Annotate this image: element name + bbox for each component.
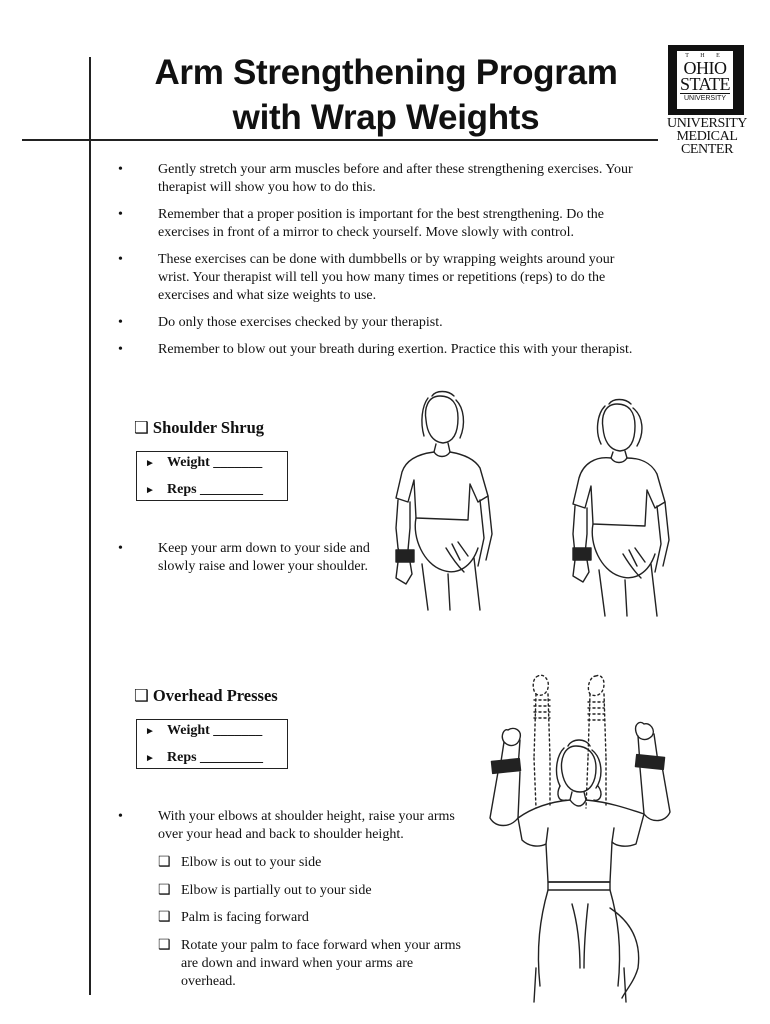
logo-umc-line-2: MEDICAL <box>676 129 738 144</box>
description-bullet <box>118 808 478 844</box>
title-line-1: Arm Strengthening Program <box>154 53 618 92</box>
shoulder-shrug-weight-box <box>136 451 288 501</box>
overhead-presses-options <box>158 854 478 1000</box>
arrow-icon: ► <box>145 458 155 469</box>
logo-state: STATE <box>679 74 731 94</box>
weight-field[interactable]: Weight _______ <box>167 455 263 470</box>
overhead-presses-illustration <box>476 668 696 1008</box>
intro-bullet-text: Do only those exercises checked by your therapist. <box>158 315 443 330</box>
osu-medical-center-logo <box>667 45 747 160</box>
bullet-glyph: • <box>118 252 123 267</box>
overhead-presses-title: Overhead Presses <box>152 686 278 705</box>
arrow-icon: ► <box>145 485 155 496</box>
option-text: Palm is facing forward <box>181 910 309 925</box>
option-text: Rotate your palm to face forward when your arms are down and inward when your arms are overhead. <box>181 937 461 989</box>
option-item <box>158 882 478 900</box>
intro-bullet <box>118 161 648 197</box>
arrow-icon: ► <box>145 753 155 764</box>
intro-bullet-text: Remember that a proper position is important for the best strengthening. Do the exercises in front of a mirror to check yourself. Move slowly with control. <box>158 207 604 240</box>
shoulder-shrug-heading <box>134 418 264 438</box>
intro-bullet <box>118 341 648 359</box>
reps-row <box>145 482 263 498</box>
option-text: Elbow is partially out to your side <box>181 882 372 898</box>
overhead-presses-description <box>118 808 478 853</box>
reps-field[interactable]: Reps _________ <box>167 750 264 765</box>
shoulder-shrug-description <box>118 540 378 585</box>
description-text: With your elbows at shoulder height, raise your arms over your head and back to shoulder height. <box>158 809 455 842</box>
logo-the: T H E <box>685 53 725 59</box>
logo-umc-line-1: UNIVERSITY <box>667 116 747 131</box>
shoulder-shrug-title: Shoulder Shrug <box>152 418 265 437</box>
checkbox-icon[interactable]: ❑ <box>158 937 171 953</box>
shoulder-shrug-illustration-right <box>563 398 683 628</box>
weight-row <box>145 723 262 739</box>
logo-inner <box>677 51 733 109</box>
checkbox-icon[interactable]: ❑ <box>158 855 171 870</box>
bullet-glyph: • <box>118 315 123 330</box>
arrow-icon: ► <box>145 726 155 737</box>
intro-bullet <box>118 206 648 242</box>
overhead-presses-weight-box <box>136 719 288 769</box>
intro-bullet-text: Gently stretch your arm muscles before and after these strengthening exercises. Your therapist will show you how to do this. <box>158 162 633 195</box>
option-text: Elbow is out to your side <box>181 855 322 870</box>
bullet-glyph: • <box>118 342 123 357</box>
reps-field[interactable]: Reps _________ <box>167 482 264 497</box>
bullet-glyph: • <box>118 809 123 824</box>
checkbox-icon[interactable]: ❑ <box>158 910 171 925</box>
intro-bullet-text: These exercises can be done with dumbbells or by wrapping weights around your wrist. Your therapist will tell you how many times or repetitions (reps) to do the exercises and what size weights to use. <box>158 252 615 303</box>
description-text: Keep your arm down to your side and slowly raise and lower your shoulder. <box>158 541 370 574</box>
bullet-glyph: • <box>118 207 123 222</box>
intro-bullet <box>118 314 648 332</box>
intro-bullet-text: Remember to blow out your breath during exertion. Practice this with your therapist. <box>158 342 633 357</box>
page-title <box>96 50 676 140</box>
logo-box <box>668 45 744 115</box>
weight-row <box>145 455 262 471</box>
option-item <box>158 909 478 927</box>
logo-ohio: OHIO <box>683 58 727 78</box>
description-bullet <box>118 540 378 576</box>
bullet-glyph: • <box>118 541 123 556</box>
title-line-2: with Wrap Weights <box>232 98 540 137</box>
intro-bullet <box>118 251 648 305</box>
overhead-presses-heading <box>134 686 278 706</box>
bullet-glyph: • <box>118 162 123 177</box>
checkbox-icon[interactable]: ❑ <box>134 686 149 705</box>
intro-bullet-list <box>118 161 648 368</box>
logo-medical-center <box>664 117 750 156</box>
checkbox-icon[interactable]: ❑ <box>158 882 171 898</box>
logo-umc-line-3: CENTER <box>680 142 734 157</box>
vertical-rule <box>89 57 91 995</box>
checkbox-icon[interactable]: ❑ <box>134 418 149 437</box>
option-item <box>158 937 471 991</box>
logo-university: UNIVERSITY <box>680 93 730 103</box>
shoulder-shrug-illustration-left <box>388 388 508 618</box>
reps-row <box>145 750 263 766</box>
weight-field[interactable]: Weight _______ <box>167 723 263 738</box>
option-item <box>158 854 478 872</box>
